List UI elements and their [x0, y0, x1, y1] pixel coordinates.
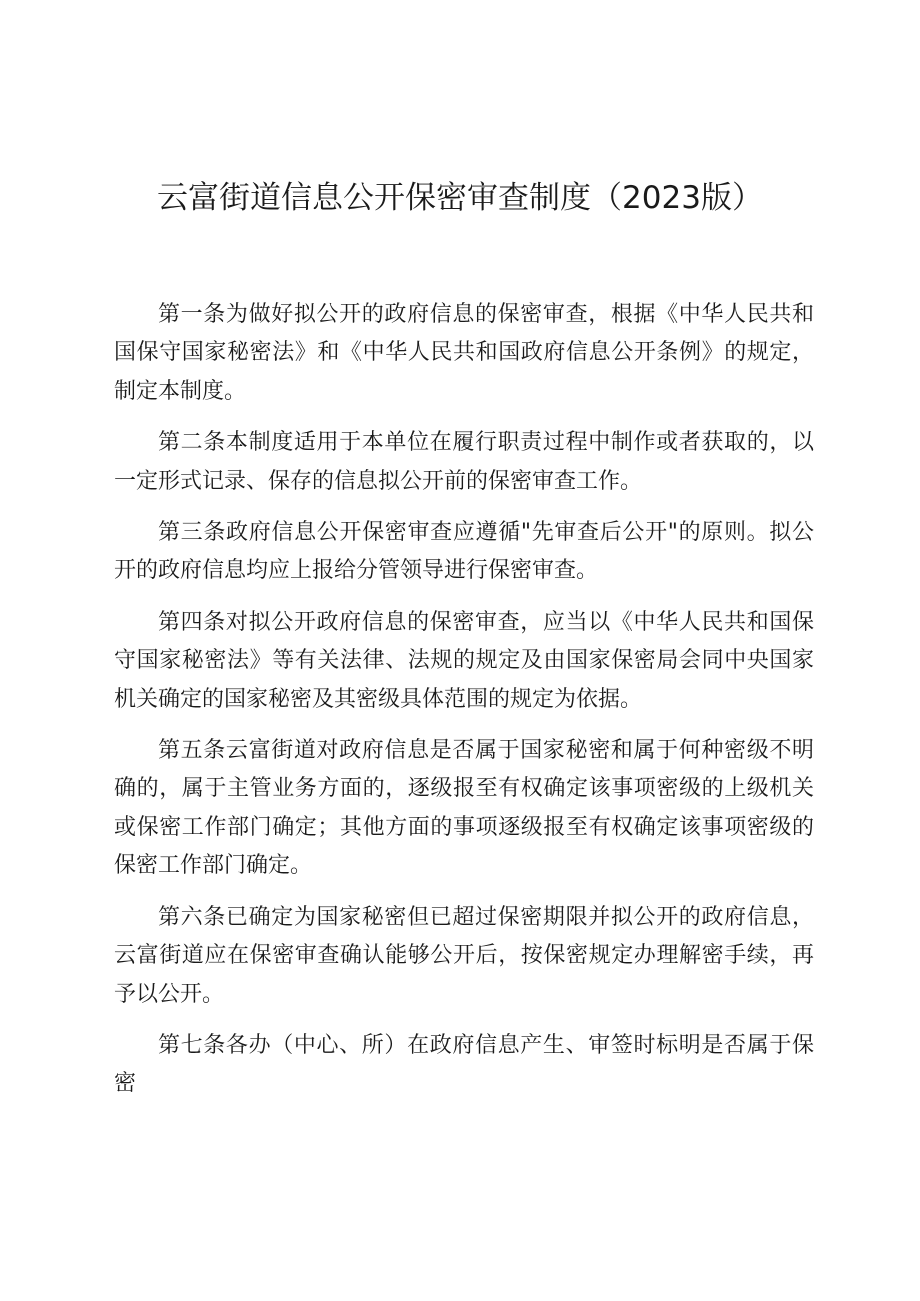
- article-1-paragraph: 第一条为做好拟公开的政府信息的保密审查，根据《中华人民共和国保守国家秘密法》和《中华人民共和国政府信息公开条例》的规定，制定本制度。: [114, 302, 814, 404]
- article-7-paragraph: 第七条各办（中心、所）在政府信息产生、审签时标明是否属于保密: [114, 1032, 814, 1097]
- article-4-paragraph: 第四条对拟公开政府信息的保密审查，应当以《中华人民共和国保守国家秘密法》等有关法律、法规的规定及由国家保密局会同中央国家机关确定的国家秘密及其密级具体范围的规定为依据。: [114, 609, 814, 712]
- document-title: 云富街道信息公开保密审查制度（2023版）: [157, 180, 763, 216]
- article-6-paragraph: 第六条已确定为国家秘密但已超过保密期限并拟公开的政府信息，云富街道应在保密审查确认能够公开后，按保密规定办理解密手续，再予以公开。: [114, 904, 814, 1007]
- document-body: [114, 296, 814, 1117]
- article-3-paragraph: 第三条政府信息公开保密审查应遵循"先审查后公开"的原则。拟公开的政府信息均应上报给分管领导进行保密审查。: [114, 520, 814, 584]
- article-2-paragraph: 第二条本制度适用于本单位在履行职责过程中制作或者获取的，以一定形式记录、保存的信息拟公开前的保密审查工作。: [114, 430, 814, 494]
- article-5-paragraph: 第五条云富街道对政府信息是否属于国家秘密和属于何种密级不明确的，属于主管业务方面的，逐级报至有权确定该事项密级的上级机关或保密工作部门确定；其他方面的事项逐级报至有权确定该事项密级的保密工作部门确定。: [114, 738, 814, 879]
